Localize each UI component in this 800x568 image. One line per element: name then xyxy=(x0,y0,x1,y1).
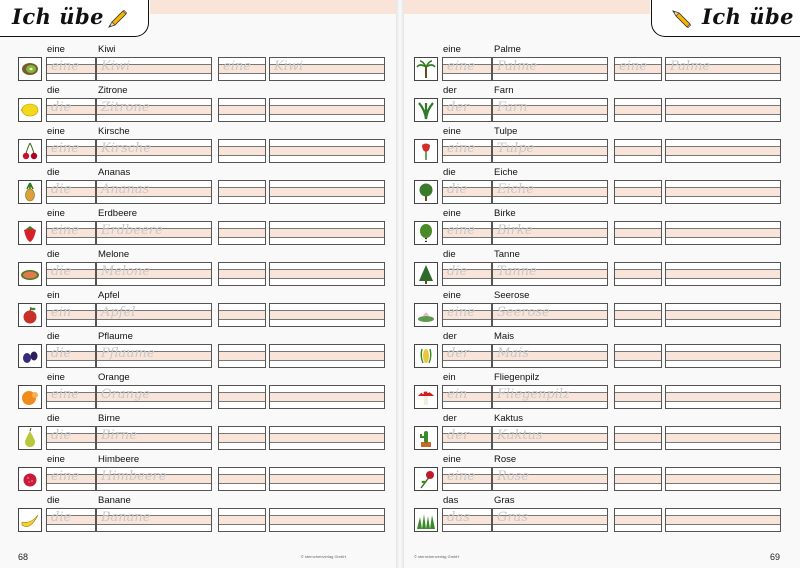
noun-trace-box[interactable] xyxy=(96,180,212,204)
trace-text: eine xyxy=(447,141,475,156)
word-row xyxy=(18,167,396,203)
water-lily-icon xyxy=(415,304,437,326)
trace-text: Orange xyxy=(101,387,151,402)
noun-label: Fliegenpilz xyxy=(494,372,540,383)
noun-write-box[interactable] xyxy=(269,426,385,450)
header-tab xyxy=(0,0,149,37)
page-number: 69 xyxy=(769,552,780,562)
article-label: eine xyxy=(47,454,65,465)
header-tab xyxy=(651,0,800,37)
noun-trace-box[interactable] xyxy=(492,98,608,122)
noun-write-box[interactable] xyxy=(665,426,781,450)
article-label: die xyxy=(47,331,60,342)
article-write-box[interactable] xyxy=(614,508,662,532)
article-trace-box[interactable] xyxy=(46,344,96,368)
article-write-box[interactable] xyxy=(614,98,662,122)
noun-write-box[interactable] xyxy=(269,221,385,245)
article-trace-box[interactable] xyxy=(442,385,492,409)
picture-box xyxy=(18,385,42,409)
noun-trace-box[interactable] xyxy=(492,385,608,409)
noun-label: Orange xyxy=(98,372,130,383)
trace-text: eine xyxy=(223,59,251,74)
trace-text: Kaktus xyxy=(497,428,543,443)
oak-icon xyxy=(415,181,437,203)
trace-text: ein xyxy=(51,305,72,320)
pencil-icon xyxy=(670,8,692,30)
trace-text: Pflaume xyxy=(101,346,155,361)
article-write-box[interactable] xyxy=(614,303,662,327)
noun-label: Himbeere xyxy=(98,454,140,465)
article-trace-box[interactable] xyxy=(46,508,96,532)
picture-box xyxy=(18,426,42,450)
page-title: Ich übe xyxy=(12,4,105,29)
word-row xyxy=(414,44,794,80)
trace-text: ein xyxy=(447,387,468,402)
picture-box xyxy=(18,262,42,286)
fir-icon xyxy=(415,263,437,285)
trace-text: Palme xyxy=(670,59,711,74)
word-row xyxy=(414,290,794,326)
noun-write-box[interactable] xyxy=(665,57,781,81)
trace-text: eine xyxy=(51,59,79,74)
trace-text: die xyxy=(51,346,72,361)
article-trace-box[interactable] xyxy=(442,508,492,532)
kiwi-icon xyxy=(19,58,41,80)
noun-label: Apfel xyxy=(98,290,120,301)
article-write-box[interactable] xyxy=(614,426,662,450)
noun-trace-box[interactable] xyxy=(492,262,608,286)
noun-label: Mais xyxy=(494,331,515,342)
noun-label: Gras xyxy=(494,495,515,506)
picture-box xyxy=(414,262,438,286)
article-label: die xyxy=(47,249,60,260)
picture-box xyxy=(18,344,42,368)
article-trace-box[interactable] xyxy=(442,221,492,245)
trace-text: die xyxy=(447,264,468,279)
fern-icon xyxy=(415,99,437,121)
top-band xyxy=(150,0,396,14)
trace-text: Tulpe xyxy=(497,141,535,156)
article-trace-box[interactable] xyxy=(442,303,492,327)
noun-label: Birne xyxy=(98,413,121,424)
noun-trace-box[interactable] xyxy=(492,508,608,532)
noun-write-box[interactable] xyxy=(665,262,781,286)
top-band xyxy=(404,0,650,14)
article-trace-box[interactable] xyxy=(46,139,96,163)
noun-label: Farn xyxy=(494,85,514,96)
trace-text: Farn xyxy=(497,100,528,115)
noun-label: Kirsche xyxy=(98,126,130,137)
picture-box xyxy=(18,508,42,532)
article-write-box[interactable] xyxy=(614,180,662,204)
trace-text: die xyxy=(51,510,72,525)
noun-write-box[interactable] xyxy=(665,385,781,409)
trace-text: Tanne xyxy=(497,264,537,279)
article-write-box[interactable] xyxy=(218,98,266,122)
noun-label: Ananas xyxy=(98,167,131,178)
picture-box xyxy=(414,180,438,204)
noun-write-box[interactable] xyxy=(665,180,781,204)
noun-write-box[interactable] xyxy=(665,303,781,327)
picture-box xyxy=(414,508,438,532)
picture-box xyxy=(18,221,42,245)
article-trace-box[interactable] xyxy=(442,426,492,450)
article-trace-box[interactable] xyxy=(46,303,96,327)
picture-box xyxy=(18,57,42,81)
word-row xyxy=(414,454,794,490)
noun-trace-box[interactable] xyxy=(492,303,608,327)
left-page xyxy=(0,0,396,568)
article-trace-box[interactable] xyxy=(442,98,492,122)
article-trace-box[interactable] xyxy=(46,467,96,491)
page-title: Ich übe xyxy=(702,4,795,29)
strawberry-icon xyxy=(19,222,41,244)
word-row xyxy=(18,290,396,326)
noun-write-box[interactable] xyxy=(269,262,385,286)
trace-text: die xyxy=(51,182,72,197)
noun-trace-box[interactable] xyxy=(96,303,212,327)
noun-label: Banane xyxy=(98,495,131,506)
word-row xyxy=(414,495,794,531)
trace-text: eine xyxy=(447,469,475,484)
article-trace-box[interactable] xyxy=(442,467,492,491)
trace-text: Fliegenpilz xyxy=(497,387,570,402)
trace-text: Himbeere xyxy=(101,469,167,484)
banana-icon xyxy=(19,509,41,531)
noun-label: Kiwi xyxy=(98,44,116,55)
corn-icon xyxy=(415,345,437,367)
article-write-box[interactable] xyxy=(218,57,266,81)
noun-label: Birke xyxy=(494,208,516,219)
article-label: die xyxy=(47,495,60,506)
trace-text: der xyxy=(447,100,470,115)
trace-text: Banane xyxy=(101,510,151,525)
article-label: ein xyxy=(443,372,456,383)
noun-write-box[interactable] xyxy=(269,139,385,163)
picture-box xyxy=(414,57,438,81)
picture-box xyxy=(414,98,438,122)
picture-box xyxy=(414,344,438,368)
word-row xyxy=(18,331,396,367)
trace-text: Gras xyxy=(497,510,529,525)
article-trace-box[interactable] xyxy=(46,426,96,450)
trace-text: das xyxy=(447,510,470,525)
orange-icon xyxy=(19,386,41,408)
noun-trace-box[interactable] xyxy=(96,139,212,163)
trace-text: eine xyxy=(447,59,475,74)
picture-box xyxy=(414,139,438,163)
word-row xyxy=(414,85,794,121)
trace-text: eine xyxy=(51,469,79,484)
trace-text: eine xyxy=(51,387,79,402)
trace-text: Kiwi xyxy=(274,59,304,74)
apple-icon xyxy=(19,304,41,326)
trace-text: die xyxy=(51,428,72,443)
trace-text: eine xyxy=(619,59,647,74)
article-trace-box[interactable] xyxy=(46,180,96,204)
noun-trace-box[interactable] xyxy=(492,57,608,81)
trace-text: Kiwi xyxy=(101,59,131,74)
article-write-box[interactable] xyxy=(614,467,662,491)
word-row xyxy=(18,208,396,244)
word-row xyxy=(18,372,396,408)
picture-box xyxy=(414,385,438,409)
word-row xyxy=(18,44,396,80)
trace-text: eine xyxy=(447,305,475,320)
grass-icon xyxy=(415,509,437,531)
trace-text: Palme xyxy=(497,59,538,74)
article-label: eine xyxy=(47,126,65,137)
noun-trace-box[interactable] xyxy=(492,344,608,368)
word-row xyxy=(18,413,396,449)
noun-write-box[interactable] xyxy=(269,344,385,368)
trace-text: der xyxy=(447,428,470,443)
noun-trace-box[interactable] xyxy=(96,98,212,122)
noun-trace-box[interactable] xyxy=(96,262,212,286)
article-trace-box[interactable] xyxy=(46,221,96,245)
article-label: eine xyxy=(443,454,461,465)
noun-write-box[interactable] xyxy=(665,508,781,532)
trace-text: Kirsche xyxy=(101,141,152,156)
trace-text: Mais xyxy=(497,346,529,361)
article-label: die xyxy=(443,167,456,178)
word-row xyxy=(414,208,794,244)
pencil-icon xyxy=(106,8,128,30)
picture-box xyxy=(18,139,42,163)
word-row xyxy=(18,126,396,162)
article-write-box[interactable] xyxy=(614,344,662,368)
noun-label: Tulpe xyxy=(494,126,518,137)
noun-trace-box[interactable] xyxy=(492,180,608,204)
trace-text: die xyxy=(51,264,72,279)
article-label: eine xyxy=(443,44,461,55)
article-write-box[interactable] xyxy=(614,262,662,286)
article-write-box[interactable] xyxy=(614,57,662,81)
article-label: ein xyxy=(47,290,60,301)
word-row xyxy=(18,495,396,531)
noun-write-box[interactable] xyxy=(665,467,781,491)
noun-write-box[interactable] xyxy=(665,344,781,368)
article-label: der xyxy=(443,331,457,342)
noun-write-box[interactable] xyxy=(665,221,781,245)
book-gutter xyxy=(396,0,404,568)
article-trace-box[interactable] xyxy=(442,139,492,163)
article-label: eine xyxy=(47,372,65,383)
word-row xyxy=(414,126,794,162)
noun-label: Zitrone xyxy=(98,85,128,96)
noun-label: Rose xyxy=(494,454,517,465)
noun-label: Tanne xyxy=(494,249,520,260)
word-row xyxy=(414,167,794,203)
copyright: © sternchenverlag GmbH xyxy=(300,554,346,559)
picture-box xyxy=(18,303,42,327)
noun-label: Eiche xyxy=(494,167,518,178)
noun-label: Pflaume xyxy=(98,331,133,342)
article-trace-box[interactable] xyxy=(46,262,96,286)
noun-label: Seerose xyxy=(494,290,530,301)
noun-label: Kaktus xyxy=(494,413,524,424)
article-label: die xyxy=(47,167,60,178)
pineapple-icon xyxy=(19,181,41,203)
article-label: die xyxy=(47,85,60,96)
noun-write-box[interactable] xyxy=(269,57,385,81)
article-trace-box[interactable] xyxy=(442,180,492,204)
article-trace-box[interactable] xyxy=(442,57,492,81)
plum-icon xyxy=(19,345,41,367)
article-write-box[interactable] xyxy=(218,221,266,245)
article-write-box[interactable] xyxy=(614,221,662,245)
page-number: 68 xyxy=(18,552,29,562)
trace-text: Melone xyxy=(101,264,151,279)
article-write-box[interactable] xyxy=(218,508,266,532)
copyright: © sternchenverlag GmbH xyxy=(414,554,460,559)
noun-label: Palme xyxy=(494,44,521,55)
article-write-box[interactable] xyxy=(218,180,266,204)
noun-trace-box[interactable] xyxy=(492,139,608,163)
trace-text: Erdbeere xyxy=(101,223,163,238)
article-write-box[interactable] xyxy=(218,426,266,450)
noun-trace-box[interactable] xyxy=(96,385,212,409)
noun-trace-box[interactable] xyxy=(96,57,212,81)
trace-text: die xyxy=(447,182,468,197)
noun-trace-box[interactable] xyxy=(96,344,212,368)
word-row xyxy=(18,249,396,285)
picture-box xyxy=(18,180,42,204)
noun-trace-box[interactable] xyxy=(96,467,212,491)
trace-text: eine xyxy=(447,223,475,238)
word-row xyxy=(414,331,794,367)
noun-write-box[interactable] xyxy=(269,508,385,532)
word-row xyxy=(414,372,794,408)
trace-text: der xyxy=(447,346,470,361)
article-write-box[interactable] xyxy=(614,385,662,409)
melon-icon xyxy=(19,263,41,285)
noun-trace-box[interactable] xyxy=(492,467,608,491)
palm-tree-icon xyxy=(415,58,437,80)
noun-trace-box[interactable] xyxy=(492,426,608,450)
lemon-icon xyxy=(19,99,41,121)
noun-trace-box[interactable] xyxy=(492,221,608,245)
word-row xyxy=(414,413,794,449)
article-write-box[interactable] xyxy=(218,139,266,163)
birch-icon xyxy=(415,222,437,244)
noun-write-box[interactable] xyxy=(269,98,385,122)
article-trace-box[interactable] xyxy=(442,262,492,286)
article-write-box[interactable] xyxy=(218,262,266,286)
rose-icon xyxy=(415,468,437,490)
noun-write-box[interactable] xyxy=(269,303,385,327)
article-label: eine xyxy=(443,208,461,219)
trace-text: Apfel xyxy=(101,305,136,320)
article-write-box[interactable] xyxy=(218,303,266,327)
noun-write-box[interactable] xyxy=(269,180,385,204)
noun-write-box[interactable] xyxy=(665,98,781,122)
trace-text: Zitrone xyxy=(101,100,150,115)
article-label: die xyxy=(47,413,60,424)
article-label: der xyxy=(443,413,457,424)
picture-box xyxy=(414,467,438,491)
article-write-box[interactable] xyxy=(218,467,266,491)
raspberry-icon xyxy=(19,468,41,490)
picture-box xyxy=(414,426,438,450)
trace-text: Seerose xyxy=(497,305,550,320)
article-trace-box[interactable] xyxy=(46,57,96,81)
trace-text: eine xyxy=(51,141,79,156)
article-write-box[interactable] xyxy=(218,344,266,368)
article-write-box[interactable] xyxy=(218,385,266,409)
cactus-icon xyxy=(415,427,437,449)
trace-text: Birne xyxy=(101,428,137,443)
noun-trace-box[interactable] xyxy=(96,426,212,450)
pear-icon xyxy=(19,427,41,449)
trace-text: Eiche xyxy=(497,182,534,197)
tulip-icon xyxy=(415,140,437,162)
trace-text: Ananas xyxy=(101,182,150,197)
picture-box xyxy=(18,467,42,491)
article-label: das xyxy=(443,495,459,506)
noun-label: Erdbeere xyxy=(98,208,138,219)
article-write-box[interactable] xyxy=(614,139,662,163)
article-label: eine xyxy=(443,126,461,137)
article-label: eine xyxy=(47,208,65,219)
trace-text: Birke xyxy=(497,223,533,238)
article-trace-box[interactable] xyxy=(46,98,96,122)
picture-box xyxy=(414,221,438,245)
article-label: der xyxy=(443,85,457,96)
article-label: eine xyxy=(443,290,461,301)
noun-label: Melone xyxy=(98,249,130,260)
noun-write-box[interactable] xyxy=(269,385,385,409)
article-trace-box[interactable] xyxy=(46,385,96,409)
article-label: eine xyxy=(47,44,65,55)
article-trace-box[interactable] xyxy=(442,344,492,368)
cherry-icon xyxy=(19,140,41,162)
word-row xyxy=(414,249,794,285)
noun-write-box[interactable] xyxy=(269,467,385,491)
noun-trace-box[interactable] xyxy=(96,508,212,532)
trace-text: Rose xyxy=(497,469,529,484)
noun-trace-box[interactable] xyxy=(96,221,212,245)
mushroom-icon xyxy=(415,386,437,408)
noun-write-box[interactable] xyxy=(665,139,781,163)
picture-box xyxy=(18,98,42,122)
word-row xyxy=(18,454,396,490)
trace-text: eine xyxy=(51,223,79,238)
word-row xyxy=(18,85,396,121)
article-label: die xyxy=(443,249,456,260)
trace-text: die xyxy=(51,100,72,115)
picture-box xyxy=(414,303,438,327)
